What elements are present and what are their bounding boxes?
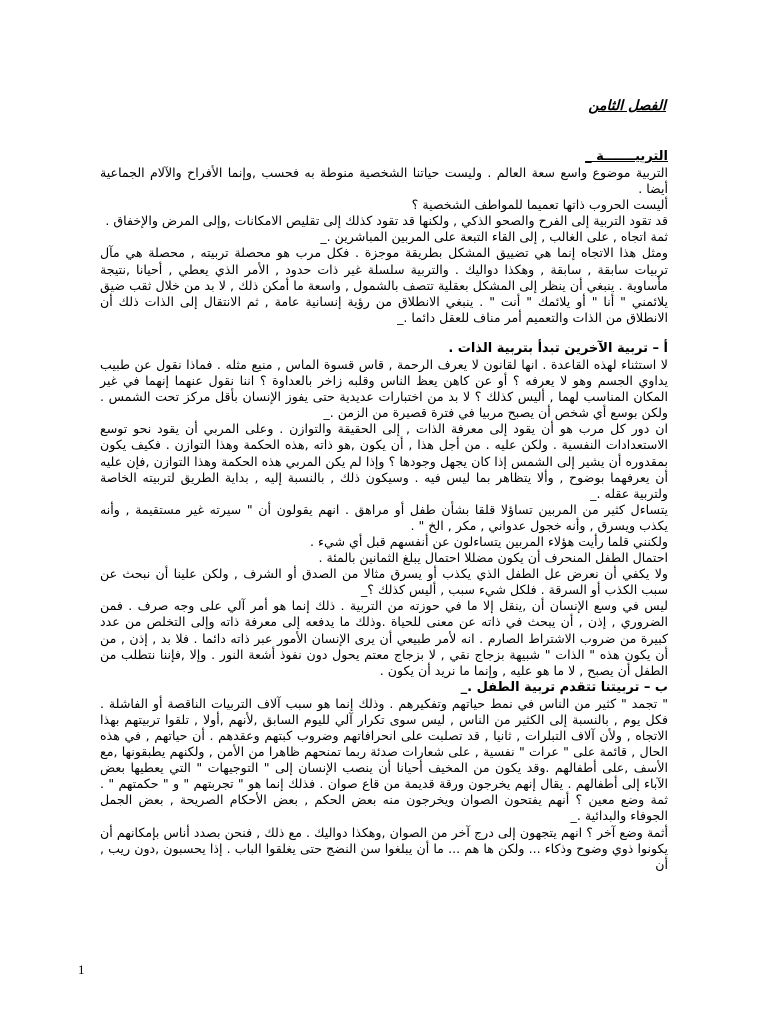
paragraph: ليس في وسع الإنسان أن ,ينقل إلا ما في حوزته من التربية . ذلك إنما هو أمر آلي على وجه صرف . فمن الضروري , إذن , أن يبحث في ذاته عن معنى للحياة .وذلك ما يدفعه إلى معرفة ذاته وإلى التخلص من عدد كبيرة من ضروب الاشتراط الصارم . انه لأمر طبيعي أن يرى الإنسان الأمور عبر ذاته دائما . فلا بد , إذن , من أن يكون هذه " الذات " شبيهة بزجاج نقي , لا بزجاج معتم يحول دون نفوذ أشعة النور . وإلا ,فإننا نتطلب من الطفل أن يصبح , لا ما هو عليه , وإنما ما نريد أن يكون . (100, 598, 668, 678)
section-a-heading: أ – تربية الآخرين تبدأ بتربية الذات . (448, 340, 668, 356)
paragraph: أثمة وضع آخر ؟ انهم يتجهون إلى درج آخر من الصوان ,وهكذا دواليك . مع ذلك , فنحن بصدد أناس بإمكانهم أن يكونوا ذوي وضوح وذكاء ... ولكن ها هم ... ما أن يبلغوا سن النضج حتى يغلقوا الباب . إذا يحسبون ,دون ريب , أن (100, 824, 668, 872)
paragraph: ومثل هذا الاتجاه إنما هي تضييق المشكل بطريقة موجزة . فكل مرب هو محصلة تربيته , محصلة هي مآل تربيات سابقة , سابقة , وهكذا دواليك . والتربية سلسلة غير ذات حدود , الأمر الذي يعطي , أحيانا ,نتيجة مأساوية . ينبغي أن ينظر إلى المشكل بعقلية تتصف بالشمول , واسعة ما أمكن ذلك , لا بد من خلال ثقب ضيق يلائمني " أنا " أو يلائمك " أنت " . ينبغي الانطلاق من رؤية إنسانية عامة , ثم الانتقال إلى الذات ذلك أن الانطلاق من الذات والتعميم أمر مناف للعقل دائما ._ (100, 245, 668, 325)
section-b-heading: ب – تربيتنا تتقدم تربية الطفل ._ (460, 679, 668, 695)
paragraph: لا استثناء لهذه القاعدة . انها لقانون لا يعرف الرحمة , قاس قسوة الماس , منيع مثله . فماذا نقول عن طبيب يداوي الجسم وهو لا يعرفه ؟ أو عن كاهن يعظ الناس وقلبه زاخر بالعداوة ؟ اننا نقول عنهما إنهما في غير المكان المناسب لهما , أليس كذلك ؟ لا بد من اختبارات عديدية حتى يفوز الإنسان بأقل مركز تحت الشمس . ولكن بوسع أي شخص أن يصبح مربيا في فترة قصيرة من الزمن ._ (100, 356, 668, 421)
paragraph: ولكنني قلما رأيت هؤلاء المربين يتساءلون عن أنفسهم قبل أي شيء . (310, 533, 668, 549)
chapter-title: الفصل الثامن (588, 98, 666, 114)
body-text (100, 148, 668, 873)
page-number: 1 (78, 962, 85, 977)
paragraph: يتساءل كثير من المربين تساؤلا قلقا بشأن طفل أو مراهق . انهم يقولون أن " سيرته غير مستقيمة , وأنه يكذب ويسرق , وأنه خجول عدواني , مكر , الخ " . (100, 501, 668, 533)
paragraph: احتمال الطفل المنحرف أن يكون مضللا احتمال يبلغ الثمانين بالمئة . (318, 550, 668, 566)
paragraph: ولا يكفي أن نعرض عل الطفل الذي يكذب أو يسرق مثالا من الصدق أو الشرف , ولكن علينا أن نبحث عن سبب الكذب أو السرقة . فلكل شيء سبب , أليس كذلك ؟_ (100, 566, 668, 598)
paragraph: " تجمد " كثير من الناس في نمط حياتهم وتفكيرهم . وذلك إنما هو سبب آلاف التربيات الناقصة أو الفاشلة . فكل يوم , بالنسبة إلى الكثير من الناس , ليس سوى تكرار آلي لليوم السابق ,لأنهم ,أولا , تلقوا تربيتهم بهذا الاتجاه , ولأن آلاف التبلرات , ثانيا , قد تصلبت على انحرافاتهم وضروب كبتهم وعقدهم . أن حياتهم , في هذه الحال , قائمة على " عرات " نفسية , على شعارات صدئة ربما تمنحهم ظاهرا من الأمن , ولكنهم يطبقونها ,مع الأسف ,على أطفالهم .وقد يكون من المخيف أحيانا أن ينصب الإنسان إلى " التوجيهات " التي يعطيها بعض الآباء إلى أطفالهم . يقال إنهم يخرجون ورقة قديمة من قاع صوان . فذلك إنما هو " تجربتهم " و " حكمتهم " . ثمة وضع معين ؟ أنهم يفتحون الصوان ويخرجون منه بعض الحكم , بعض الأحكام الصريحة , بعض الجمل الجوفاء والبدائية ._ (100, 695, 668, 824)
paragraph: قد تقود التربية إلى الفرح والصحو الذكي , ولكنها قد تقود كذلك إلى تقليص الامكانات ,وإلى المرض والإخفاق . (105, 213, 668, 229)
main-heading: التربيـــــــة _ (585, 149, 668, 164)
paragraph: أليست الحروب ذاتها تعميما للمواطف الشخصية ؟ (411, 197, 668, 213)
paragraph: ان دور كل مرب هو أن يقود إلى معرفة الذات , إلى الحقيقة والتوازن . وعلى المربي أن يقود نحو توسع الاستعدادات النفسية . ولكن عليه . من أجل هذا , أن يكون ,هو ذاته ,هذه الحكمة وهذا التوازن . فكيف يكون بمقدوره أن يشير إلى الشمس إذا كان يجهل وجودها ؟ وإذا لم يكن المربي هذه الحكمة وهذا التوازن ,فإن عليه أن يعرفهما بوضوح , وألا يتظاهر بما ليس فيه . وسيكون ذلك , بالنسبة إليه , بداية الطريق لتربيته الخاصة ولتربية عقله ._ (100, 421, 668, 501)
paragraph: ثمة اتجاه , على الغالب , إلى القاء التبعة على المربين المباشرين ._ (320, 229, 668, 245)
paragraph: التربية موضوع واسع سعة العالم . وليست حياتنا الشخصية منوطة به فحسب ,وإنما الأفراح والآلام الجماعية أيضا . (100, 165, 668, 197)
